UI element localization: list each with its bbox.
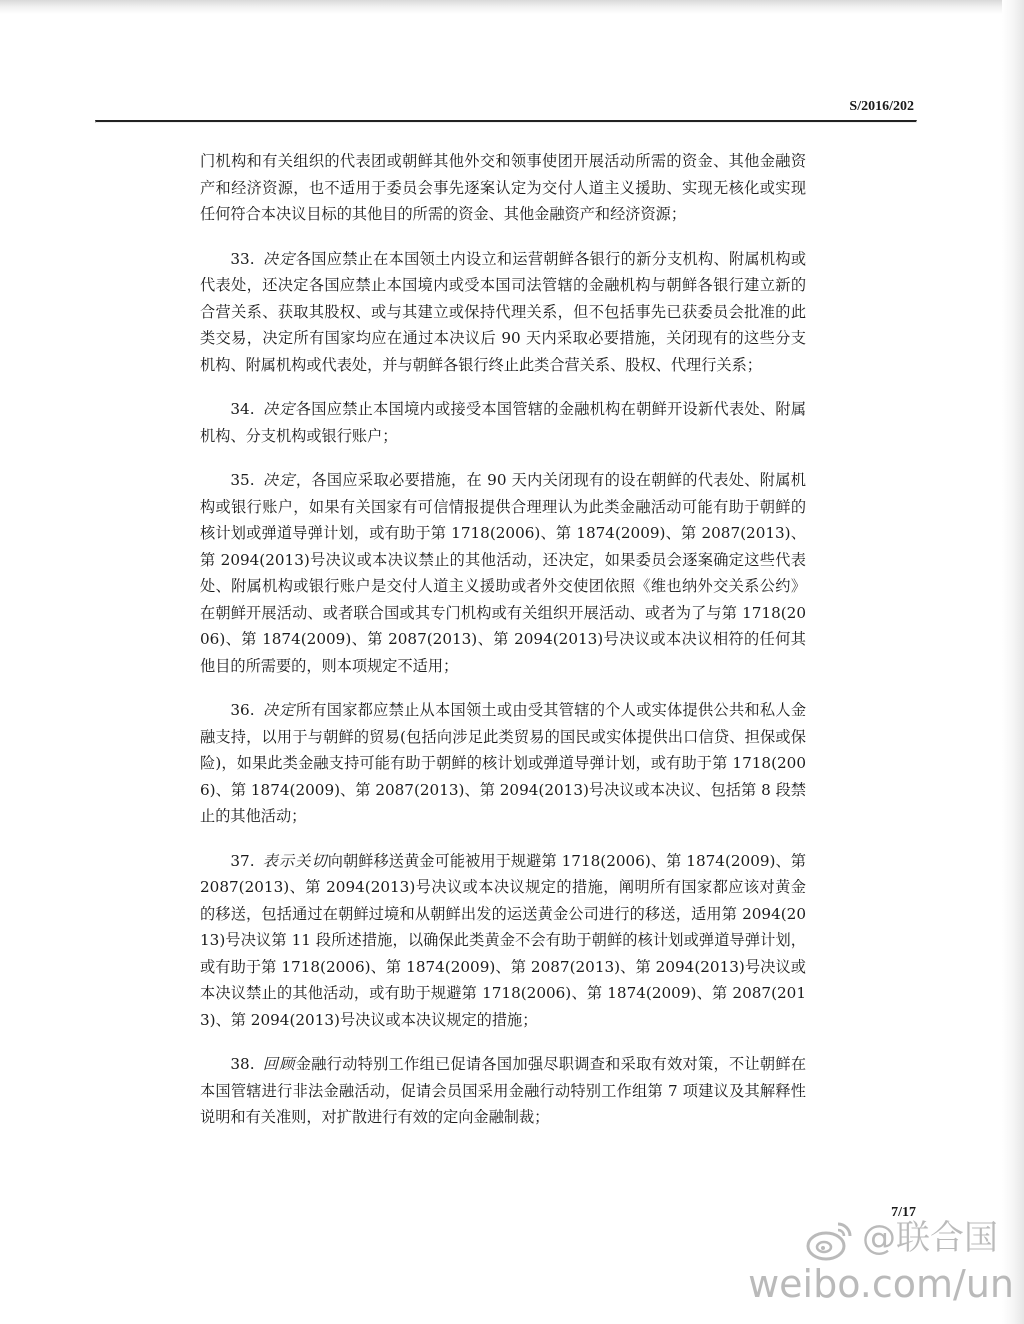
paragraph-number: 38. [230,1055,255,1073]
paragraph-34 [200,396,806,449]
paragraph-35 [200,467,806,679]
paragraph-text: 各国应禁止在本国领土内设立和运营朝鲜各银行的新分支机构、附属机构或代表处，还决定各国应禁止本国境内或受本国司法管辖的金融机构与朝鲜各银行建立新的合营关系、获取其股权、或与其建立或保持代理关系，但不包括事先已获委员会批准的此类交易，决定所有国家均应在通过本决议后 90 天内采取必要措施，关闭现有的这些分支机构、附属机构或代表处，并与朝鲜各银行终止此类合营关系、股权、代理行关系； [200,249,807,374]
paragraph-text: 向朝鲜移送黄金可能被用于规避第 1718(2006)、第 1874(2009)、第 2087(2013)、第 2094(2013)号决议或本决议规定的措施，阐明所有国家都应该对黄金的移送，包括通过在朝鲜过境和从朝鲜出发的运送黄金公司进行的移送，适用第 2094(2013)号决议第 11 段所述措施，以确保此类黄金不会有助于朝鲜的核计划或弹道导弹计划，或有助于第 1718(2006)、第 1874(2009)、第 2087(2013)、第 2094(2013)号决议或本决议禁止的其他活动，或有助于规避第 1718(2006)、第 1874(2009)、第 2087(2013)、第 2094(2013)号决议或本决议规定的措施； [200,851,806,1029]
header-rule [95,120,917,123]
paragraph-number: 36. [230,701,255,719]
paragraph-text: 金融行动特别工作组已促请各国加强尽职调查和采取有效对策，不让朝鲜在本国管辖进行非法金融活动，促请会员国采用金融行动特别工作组第 7 项建议及其解释性说明和有关准则，对扩散进行有效的定向金融制裁； [200,1055,807,1126]
page-number: 7/17 [891,1205,916,1220]
document-body [200,148,806,1149]
paragraph-continuation [200,148,806,228]
paragraph-lead: 决定 [262,249,296,268]
weibo-logo-icon [804,1214,856,1266]
paragraph-number: 33. [230,249,255,268]
paragraph-text: ，各国应采取必要措施，在 90 天内关闭现有的设在朝鲜的代表处、附属机构或银行账户，如果有关国家有可信情报提供合理理认为此类金融活动可能有助于朝鲜的核计划或弹道导弹计划，或有助于第 1718(2006)、第 1874(2009)、第 2087(2013)、第 2094(2013)号决议或本决议禁止的其他活动，还决定，如果委员会逐案确定这些代表处、附属机构或银行账户是交付人道主义援助或者外交使团依照《维也纳外交关系公约》在朝鲜开展活动、或者联合国或其专门机构或有关组织开展活动、或者为了与第 1718(2006)、第 1874(2009)、第 2087(2013)、第 2094(2013)号决议或本决议相符的任何其他目的所需要的，则本项规定不适用； [200,471,806,675]
paragraph-36 [200,697,806,830]
paragraph-text: 各国应禁止本国境内或接受本国管辖的金融机构在朝鲜开设新代表处、附属机构、分支机构或银行账户； [200,400,807,445]
watermark-account: @联合国 [862,1218,998,1258]
paragraph-38 [200,1051,806,1131]
paragraph-lead: 回顾 [262,1055,296,1073]
paragraph-33 [200,246,806,379]
paragraph-number: 35. [230,471,255,489]
paragraph-37 [200,848,806,1034]
paragraph-lead: 决定 [262,400,296,418]
scan-edge-top [0,0,1024,14]
paragraph-number: 37. [230,851,255,870]
paragraph-lead: 表示关切 [262,851,328,870]
watermark-url: weibo.com/un [748,1262,1014,1306]
paragraph-lead: 决定 [262,701,296,719]
paragraph-text: 所有国家都应禁止从本国领土或由受其管辖的个人或实体提供公共和私人金融支持，以用于与朝鲜的贸易(包括向涉足此类贸易的国民或实体提供出口信贷、担保或保险)，如果此类金融支持可能有助于朝鲜的核计划或弹道导弹计划，或有助于第 1718(2006)、第 1874(2009)、第 2087(2013)、第 2094(2013)号决议或本决议、包括第 8 段禁止的其他活动； [200,701,807,825]
weibo-watermark [748,1214,1014,1314]
paragraph-number: 34. [230,400,255,418]
scan-edge-right [1002,0,1024,1324]
document-symbol: S/2016/202 [849,99,914,114]
paragraph-text: 门机构和有关组织的代表团或朝鲜其他外交和领事使团开展活动所需的资金、其他金融资产和经济资源，也不适用于委员会事先逐案认定为交付人道主义援助、实现无核化或实现任何符合本决议目标的其他目的所需的资金、其他金融资产和经济资源； [200,152,806,223]
paragraph-lead: 决定 [262,471,296,489]
